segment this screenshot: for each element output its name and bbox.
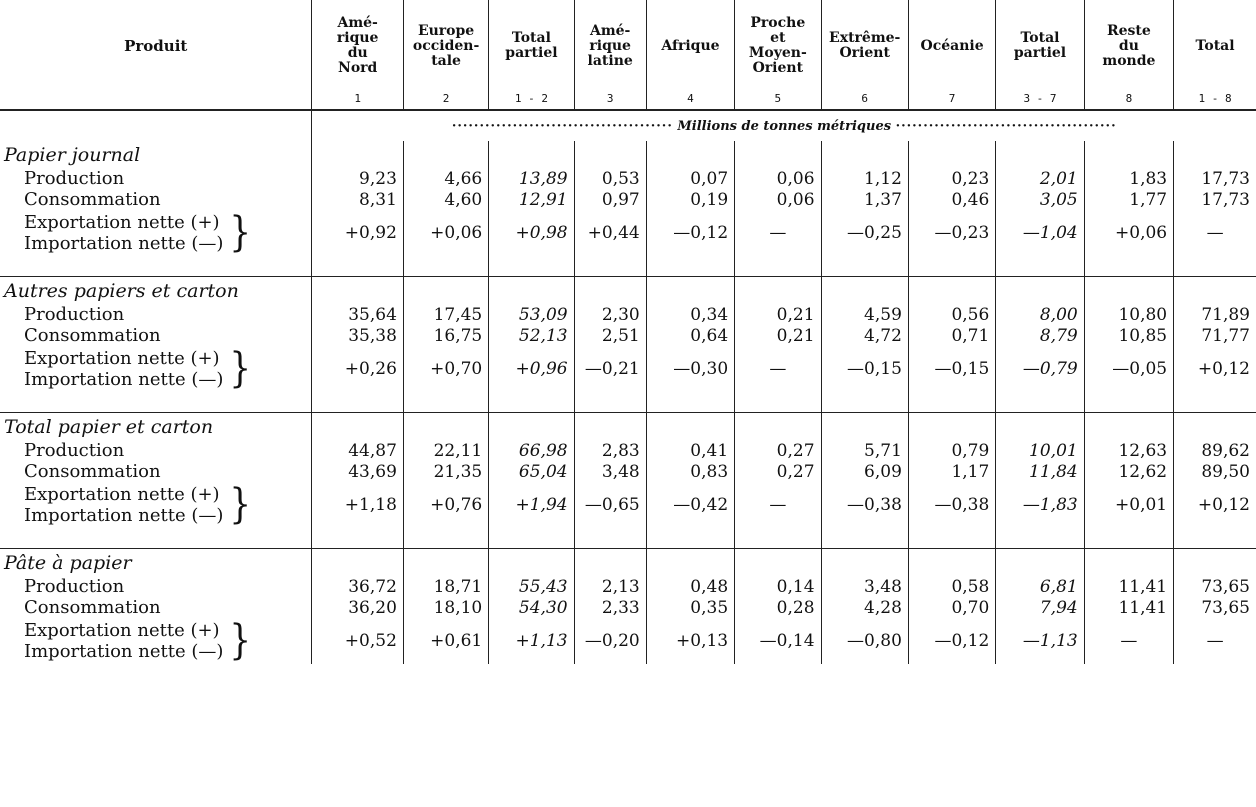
- value-cell: —: [1084, 618, 1173, 664]
- value-cell: —0,12: [646, 210, 734, 256]
- consumption-label: Consommation: [24, 325, 161, 346]
- value-cell: +0,92: [312, 210, 403, 256]
- value-cell: +0,96: [489, 346, 574, 392]
- consumption-row: [0, 597, 1256, 618]
- col-number: 1: [312, 92, 403, 110]
- value-cell: 0,46: [908, 189, 995, 210]
- section-title: Autres papiers et carton: [4, 279, 239, 302]
- value-cell: 0,56: [908, 304, 995, 325]
- brace-icon: }: [229, 209, 252, 257]
- value-cell: —: [1174, 210, 1256, 256]
- import-label: Importation nette (—): [24, 505, 224, 526]
- col-header-word: rique: [336, 30, 379, 46]
- net-trade-label: [0, 210, 312, 256]
- section-title-row: [0, 549, 1256, 577]
- value-cell: —0,65: [574, 482, 646, 528]
- value-cell: 35,38: [312, 325, 403, 346]
- col-number: 3 - 7: [996, 92, 1084, 110]
- value-cell: 36,20: [312, 597, 403, 618]
- value-cell: +1,13: [489, 618, 574, 664]
- value-cell: 0,06: [735, 189, 821, 210]
- value-cell: 1,12: [821, 168, 908, 189]
- value-cell: 17,73: [1174, 168, 1256, 189]
- net-trade-row: [0, 618, 1256, 664]
- col-header-word: et: [770, 30, 786, 46]
- col-header-word: rique: [589, 37, 631, 54]
- col-header: [574, 0, 646, 92]
- value-cell: 18,10: [403, 597, 488, 618]
- value-cell: 3,48: [574, 461, 646, 482]
- value-cell: 0,64: [646, 325, 734, 346]
- value-cell: —: [735, 346, 821, 392]
- value-cell: +0,06: [403, 210, 488, 256]
- value-cell: 8,31: [312, 189, 403, 210]
- value-cell: 18,71: [403, 576, 488, 597]
- value-cell: 0,28: [735, 597, 821, 618]
- value-cell: 52,13: [489, 325, 574, 346]
- col-header: [1084, 0, 1173, 92]
- value-cell: 43,69: [312, 461, 403, 482]
- value-cell: 71,89: [1174, 304, 1256, 325]
- value-cell: —1,04: [996, 210, 1084, 256]
- import-label: Importation nette (—): [24, 233, 224, 254]
- value-cell: 3,05: [996, 189, 1084, 210]
- value-cell: +0,26: [312, 346, 403, 392]
- export-label: Exportation nette (+): [24, 348, 220, 369]
- value-cell: +0,06: [1084, 210, 1173, 256]
- value-cell: 0,83: [646, 461, 734, 482]
- consumption-label: Consommation: [24, 461, 161, 482]
- production-label: Production: [24, 440, 125, 461]
- production-row: [0, 168, 1256, 189]
- value-cell: +1,18: [312, 482, 403, 528]
- value-cell: 8,79: [996, 325, 1084, 346]
- value-cell: 0,27: [735, 440, 821, 461]
- production-label: Production: [24, 304, 125, 325]
- consumption-row: [0, 189, 1256, 210]
- unit-label: ········································ Millions de tonnes métriques ········································: [451, 118, 1117, 134]
- value-cell: —0,25: [821, 210, 908, 256]
- value-cell: 71,77: [1174, 325, 1256, 346]
- value-cell: 0,58: [908, 576, 995, 597]
- section-divider: [0, 528, 1256, 549]
- value-cell: —0,21: [574, 346, 646, 392]
- net-trade-label: [0, 618, 312, 664]
- value-cell: 11,41: [1084, 597, 1173, 618]
- consumption-row: [0, 325, 1256, 346]
- col-header-word: tale: [431, 52, 461, 69]
- value-cell: —0,38: [908, 482, 995, 528]
- product-header: Produit: [124, 36, 188, 55]
- value-cell: 2,30: [574, 304, 646, 325]
- value-cell: 0,23: [908, 168, 995, 189]
- col-header-word: Total: [1195, 37, 1235, 54]
- export-label: Exportation nette (+): [24, 212, 220, 233]
- value-cell: 0,53: [574, 168, 646, 189]
- value-cell: +0,13: [646, 618, 734, 664]
- net-trade-row: [0, 482, 1256, 528]
- value-cell: 7,94: [996, 597, 1084, 618]
- col-header: [735, 0, 821, 92]
- col-header-word: Reste: [1107, 22, 1151, 39]
- value-cell: 11,84: [996, 461, 1084, 482]
- value-cell: +0,52: [312, 618, 403, 664]
- production-row: [0, 576, 1256, 597]
- value-cell: 66,98: [489, 440, 574, 461]
- production-row: [0, 440, 1256, 461]
- value-cell: 0,19: [646, 189, 734, 210]
- col-header-word: Océanie: [920, 37, 984, 54]
- value-cell: 12,91: [489, 189, 574, 210]
- value-cell: 9,23: [312, 168, 403, 189]
- value-cell: +0,01: [1084, 482, 1173, 528]
- production-row: [0, 304, 1256, 325]
- col-header-word: Nord: [338, 60, 378, 76]
- value-cell: 44,87: [312, 440, 403, 461]
- value-cell: —: [1174, 618, 1256, 664]
- col-header-word: du: [347, 45, 368, 61]
- value-cell: —0,15: [908, 346, 995, 392]
- production-label: Production: [24, 576, 125, 597]
- value-cell: 0,34: [646, 304, 734, 325]
- value-cell: 1,37: [821, 189, 908, 210]
- value-cell: 0,71: [908, 325, 995, 346]
- consumption-row: [0, 461, 1256, 482]
- col-header-word: Afrique: [661, 37, 720, 54]
- value-cell: 0,14: [735, 576, 821, 597]
- value-cell: 21,35: [403, 461, 488, 482]
- value-cell: 0,41: [646, 440, 734, 461]
- value-cell: —0,15: [821, 346, 908, 392]
- value-cell: +0,61: [403, 618, 488, 664]
- value-cell: +0,70: [403, 346, 488, 392]
- value-cell: 1,77: [1084, 189, 1173, 210]
- col-header-word: Total: [1020, 30, 1060, 46]
- value-cell: 0,35: [646, 597, 734, 618]
- col-header-word: Total: [511, 30, 551, 46]
- value-cell: 0,21: [735, 325, 821, 346]
- value-cell: 4,60: [403, 189, 488, 210]
- col-number: 7: [908, 92, 995, 110]
- net-trade-label: [0, 346, 312, 392]
- unit-row: [0, 110, 1256, 141]
- value-cell: 4,59: [821, 304, 908, 325]
- col-header: [403, 0, 488, 92]
- value-cell: 4,66: [403, 168, 488, 189]
- col-header: [312, 0, 403, 92]
- col-header-word: Amé-: [337, 15, 378, 31]
- value-cell: 2,33: [574, 597, 646, 618]
- value-cell: 10,80: [1084, 304, 1173, 325]
- value-cell: 2,51: [574, 325, 646, 346]
- col-header-word: monde: [1102, 52, 1156, 69]
- value-cell: 4,28: [821, 597, 908, 618]
- export-label: Exportation nette (+): [24, 484, 220, 505]
- value-cell: 3,48: [821, 576, 908, 597]
- value-cell: 12,62: [1084, 461, 1173, 482]
- col-header: [908, 0, 995, 92]
- value-cell: +0,98: [489, 210, 574, 256]
- header-row: [0, 0, 1256, 92]
- value-cell: 55,43: [489, 576, 574, 597]
- value-cell: —1,13: [996, 618, 1084, 664]
- production-label: Production: [24, 168, 125, 189]
- value-cell: —0,38: [821, 482, 908, 528]
- value-cell: 0,48: [646, 576, 734, 597]
- col-header-word: Europe: [417, 22, 475, 39]
- value-cell: —1,83: [996, 482, 1084, 528]
- value-cell: —0,80: [821, 618, 908, 664]
- col-header-word: partiel: [505, 45, 558, 61]
- col-header: [821, 0, 908, 92]
- col-number: 3: [574, 92, 646, 110]
- value-cell: —0,42: [646, 482, 734, 528]
- col-header-word: Extrême-: [829, 30, 901, 46]
- value-cell: 54,30: [489, 597, 574, 618]
- export-label: Exportation nette (+): [24, 620, 220, 641]
- value-cell: 16,75: [403, 325, 488, 346]
- value-cell: 89,62: [1174, 440, 1256, 461]
- value-cell: 13,89: [489, 168, 574, 189]
- section-title: Papier journal: [4, 143, 141, 166]
- value-cell: 0,21: [735, 304, 821, 325]
- consumption-label: Consommation: [24, 597, 161, 618]
- col-number: 6: [821, 92, 908, 110]
- value-cell: 2,83: [574, 440, 646, 461]
- value-cell: 22,11: [403, 440, 488, 461]
- value-cell: 2,13: [574, 576, 646, 597]
- value-cell: 0,27: [735, 461, 821, 482]
- section-title: Pâte à papier: [4, 551, 132, 574]
- net-trade-row: [0, 346, 1256, 392]
- value-cell: 8,00: [996, 304, 1084, 325]
- column-number-row: [0, 92, 1256, 110]
- value-cell: 10,85: [1084, 325, 1173, 346]
- brace-icon: }: [229, 481, 252, 529]
- col-number: 1 - 8: [1174, 92, 1256, 110]
- section-title: Total papier et carton: [4, 415, 214, 438]
- net-trade-label: [0, 482, 312, 528]
- col-header-word: Orient: [839, 45, 890, 61]
- value-cell: 6,09: [821, 461, 908, 482]
- col-header: [996, 0, 1084, 92]
- value-cell: +0,12: [1174, 346, 1256, 392]
- col-number: 8: [1084, 92, 1173, 110]
- col-header: [646, 0, 734, 92]
- value-cell: 0,79: [908, 440, 995, 461]
- section-divider: [0, 256, 1256, 277]
- section-title-row: [0, 413, 1256, 441]
- value-cell: 73,65: [1174, 597, 1256, 618]
- value-cell: —0,79: [996, 346, 1084, 392]
- value-cell: 6,81: [996, 576, 1084, 597]
- col-number: 4: [646, 92, 734, 110]
- value-cell: —: [735, 482, 821, 528]
- value-cell: 12,63: [1084, 440, 1173, 461]
- value-cell: —0,20: [574, 618, 646, 664]
- value-cell: 17,73: [1174, 189, 1256, 210]
- col-header-word: partiel: [1013, 45, 1067, 61]
- value-cell: +0,12: [1174, 482, 1256, 528]
- col-header-word: du: [1118, 37, 1139, 54]
- col-number: 1 - 2: [489, 92, 574, 110]
- value-cell: 73,65: [1174, 576, 1256, 597]
- brace-icon: }: [229, 617, 252, 665]
- value-cell: 1,83: [1084, 168, 1173, 189]
- value-cell: 0,07: [646, 168, 734, 189]
- value-cell: 17,45: [403, 304, 488, 325]
- col-header: [1174, 0, 1256, 92]
- value-cell: 0,70: [908, 597, 995, 618]
- value-cell: —0,12: [908, 618, 995, 664]
- value-cell: 10,01: [996, 440, 1084, 461]
- value-cell: 2,01: [996, 168, 1084, 189]
- value-cell: +1,94: [489, 482, 574, 528]
- col-number: 5: [735, 92, 821, 110]
- value-cell: 89,50: [1174, 461, 1256, 482]
- col-header-word: Moyen-: [748, 45, 807, 61]
- value-cell: 35,64: [312, 304, 403, 325]
- col-header-word: Amé-: [589, 22, 631, 39]
- value-cell: 53,09: [489, 304, 574, 325]
- value-cell: —0,05: [1084, 346, 1173, 392]
- value-cell: 1,17: [908, 461, 995, 482]
- value-cell: 65,04: [489, 461, 574, 482]
- value-cell: 11,41: [1084, 576, 1173, 597]
- section-title-row: [0, 277, 1256, 305]
- brace-icon: }: [229, 345, 252, 393]
- col-header-word: occiden-: [412, 37, 480, 54]
- value-cell: —0,23: [908, 210, 995, 256]
- col-header-word: Orient: [752, 60, 804, 76]
- value-cell: 36,72: [312, 576, 403, 597]
- col-header-word: latine: [587, 52, 633, 69]
- value-cell: 0,06: [735, 168, 821, 189]
- col-header-word: Proche: [750, 15, 806, 31]
- section-divider: [0, 392, 1256, 413]
- value-cell: 5,71: [821, 440, 908, 461]
- col-header: [489, 0, 574, 92]
- value-cell: —0,30: [646, 346, 734, 392]
- col-number: 2: [403, 92, 488, 110]
- section-title-row: [0, 141, 1256, 168]
- value-cell: +0,44: [574, 210, 646, 256]
- value-cell: 0,97: [574, 189, 646, 210]
- value-cell: 4,72: [821, 325, 908, 346]
- import-label: Importation nette (—): [24, 641, 224, 662]
- consumption-label: Consommation: [24, 189, 161, 210]
- value-cell: +0,76: [403, 482, 488, 528]
- import-label: Importation nette (—): [24, 369, 224, 390]
- value-cell: —: [735, 210, 821, 256]
- value-cell: —0,14: [735, 618, 821, 664]
- net-trade-row: [0, 210, 1256, 256]
